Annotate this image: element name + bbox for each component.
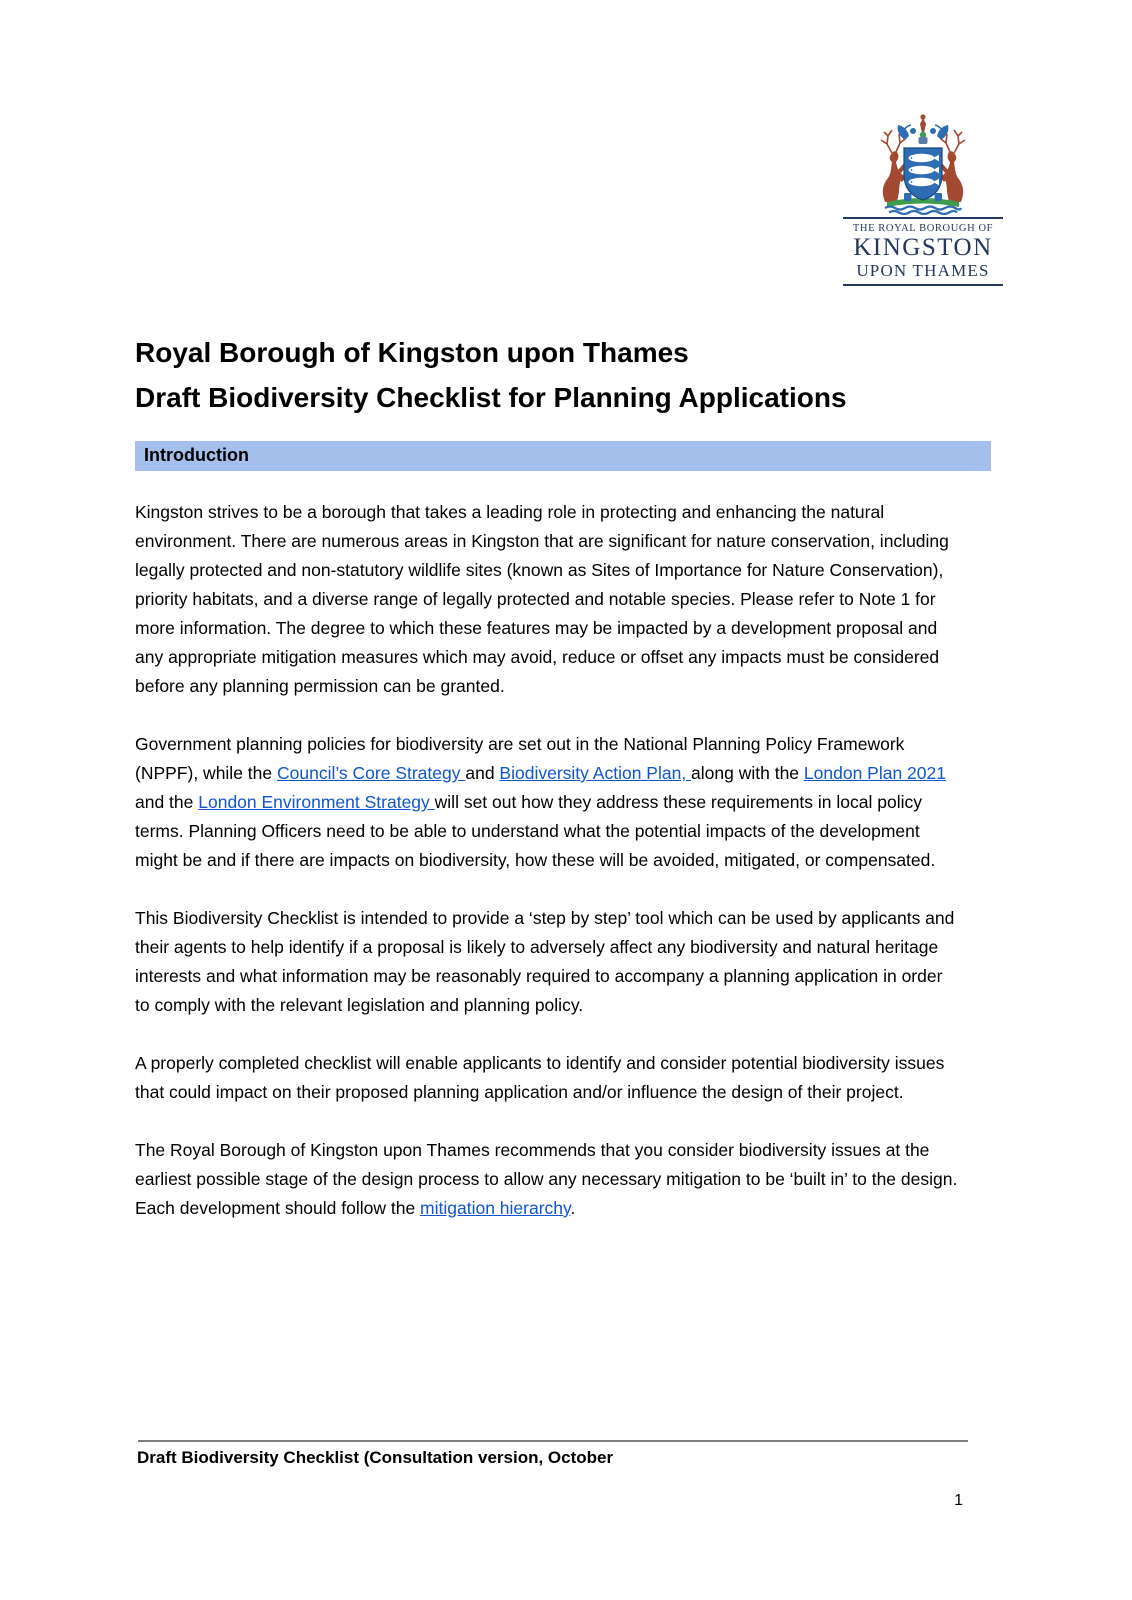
kingston-coat-of-arms-icon	[843, 110, 1003, 215]
footer-divider	[138, 1440, 968, 1442]
link-mitigation-hierarchy[interactable]: mitigation hierarchy	[420, 1198, 571, 1218]
paragraph-5-text: The Royal Borough of Kingston upon Thames recommends that you consider biodiversity issues at the earliest possible stage of the design process to allow any necessary mitigation to be ‘built in’ to the design. Each development should follow the	[135, 1140, 958, 1218]
logo-wordmark	[843, 217, 1003, 286]
footer-text: Draft Biodiversity Checklist (Consultation version, October	[137, 1448, 614, 1467]
paragraph-1	[135, 498, 959, 701]
logo-caption-line2: KINGSTON	[853, 234, 993, 261]
document-body	[135, 330, 959, 1223]
page-title	[135, 330, 959, 420]
paragraph-3-text: This Biodiversity Checklist is intended to provide a ‘step by step’ tool which can be used by applicants and their agents to help identify if a proposal is likely to adversely affect any biodiversity and natural heritage interests and what information may be reasonably required to accompany a planning application in order to comply with the relevant legislation and planning policy.	[135, 908, 955, 1015]
page-number: 1	[954, 1492, 963, 1509]
paragraph-3	[135, 904, 959, 1020]
paragraph-4	[135, 1049, 959, 1107]
paragraph-5	[135, 1136, 959, 1223]
link-london-environment-strategy[interactable]: London Environment Strategy	[198, 792, 435, 812]
paragraph-5-text: .	[570, 1198, 576, 1218]
logo-caption-line3: UPON THAMES	[856, 261, 990, 280]
logo-caption-line1: THE ROYAL BOROUGH OF	[852, 223, 994, 234]
paragraph-2-text: Government planning policies for biodiversity are set out in the National Planning Policy Framework (NPPF), while the	[135, 734, 905, 783]
paragraph-2-text: will set out how they address these requirements in local policy terms. Planning Officers need to be able to understand what the potential impacts of the development might be and if there are impacts on biodiversity, how these will be avoided, mitigated, or compensated.	[135, 792, 936, 870]
kingston-logo	[843, 110, 1003, 286]
link-biodiversity-action-plan[interactable]: Biodiversity Action Plan,	[499, 763, 692, 783]
link-councils-core-strategy[interactable]: Council’s Core Strategy	[276, 763, 466, 783]
paragraph-1-text: Kingston strives to be a borough that takes a leading role in protecting and enhancing the natural environment. There are numerous areas in Kingston that are significant for nature conservation, including legally protected and non-statutory wildlife sites (known as Sites of Importance for Nature Conservation), priority habitats, and a diverse range of legally protected and notable species. Please refer to Note 1 for more information. The degree to which these features may be impacted by a development proposal and any appropriate mitigation measures which may avoid, reduce or offset any impacts must be considered before any planning permission can be granted.	[135, 502, 949, 696]
paragraph-2-text: and the	[135, 792, 199, 812]
paragraph-4-text: A properly completed checklist will enable applicants to identify and consider potential biodiversity issues that could impact on their proposed planning application and/or influence the design of their project.	[135, 1053, 945, 1102]
page-title-line2: Draft Biodiversity Checklist for Planning Applications	[135, 382, 847, 413]
paragraph-2	[135, 730, 959, 875]
paragraph-2-text: and	[465, 763, 500, 783]
link-london-plan-2021[interactable]: London Plan 2021	[803, 763, 946, 783]
paragraph-2-text: along with the	[691, 763, 804, 783]
section-heading-introduction: Introduction	[135, 441, 991, 471]
page-title-line1: Royal Borough of Kingston upon Thames	[135, 337, 689, 368]
